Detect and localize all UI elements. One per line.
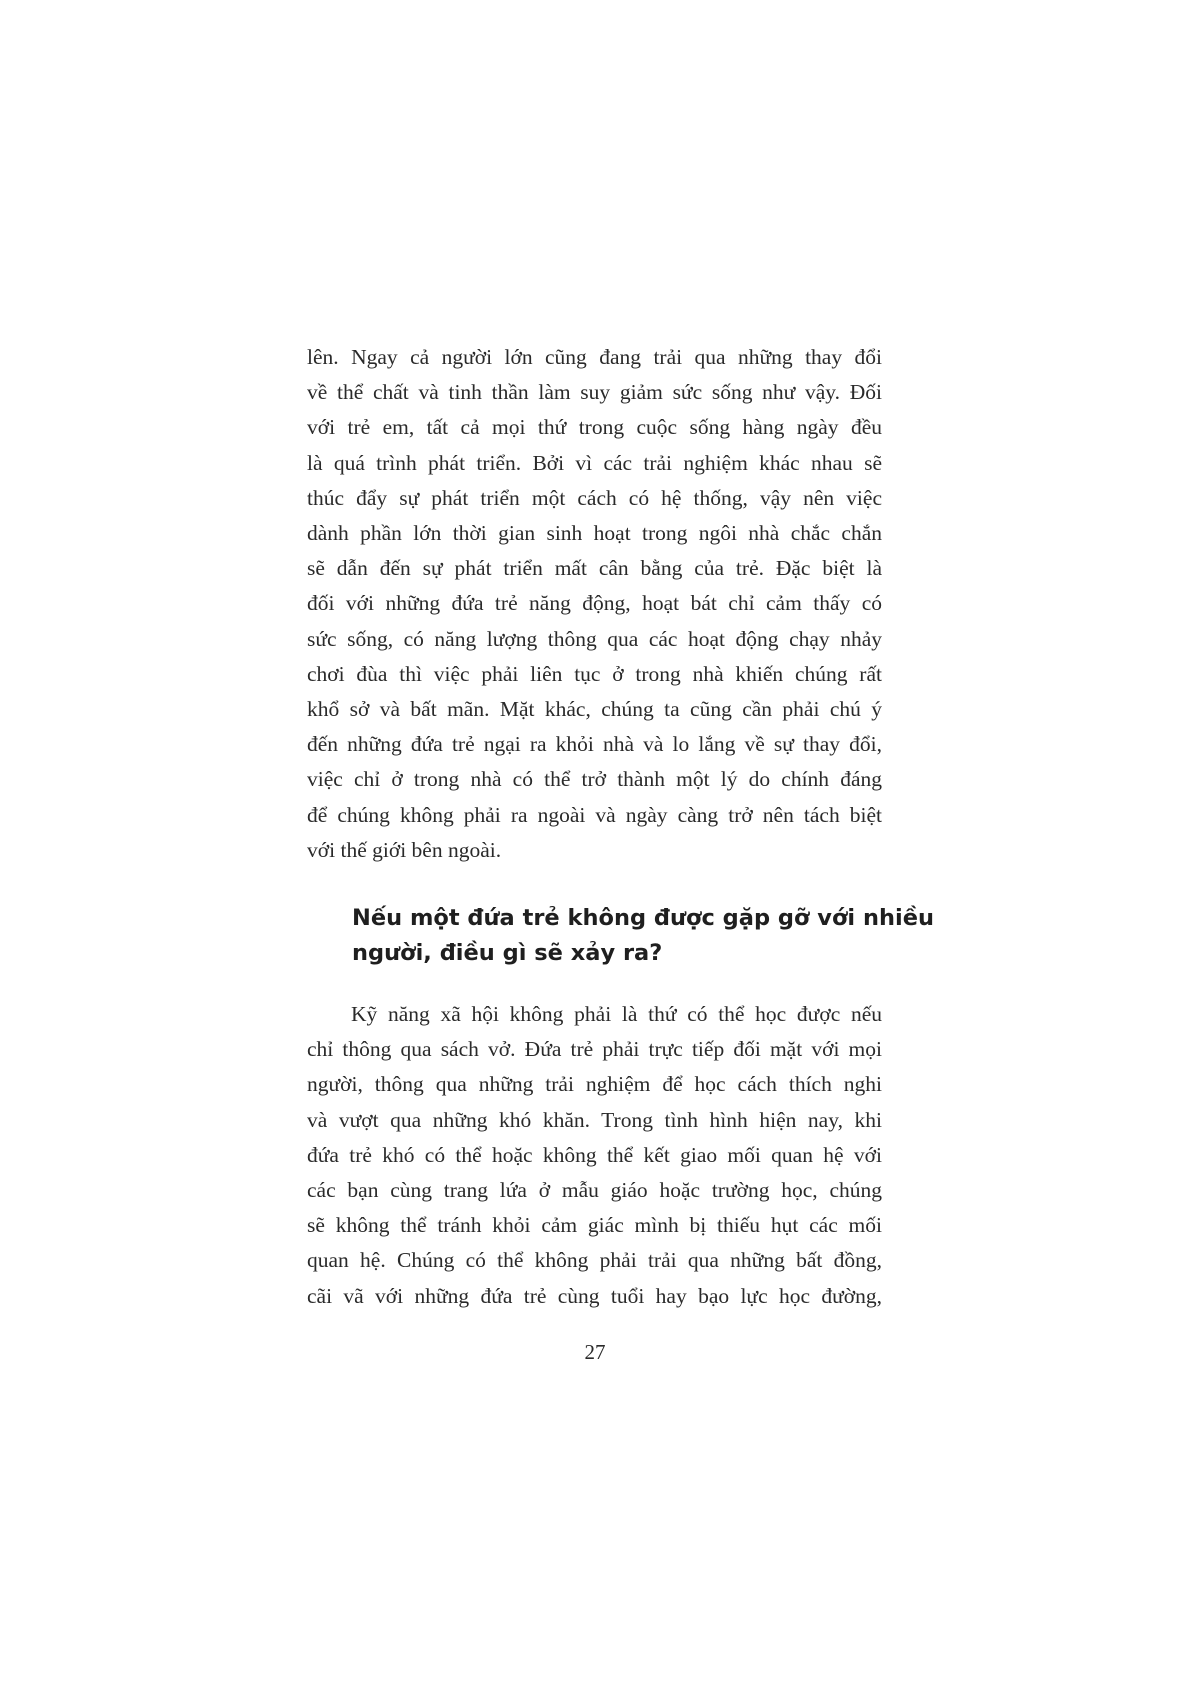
text-line: lên. Ngay cả người lớn cũng đang trải qua những thay đổi [307, 345, 882, 369]
heading-line: Nếu một đứa trẻ không được gặp gỡ với nhiều [352, 905, 934, 931]
text-line: người, thông qua những trải nghiệm để học cách thích nghi [307, 1072, 882, 1097]
text-line: là quá trình phát triển. Bởi vì các trải nghiệm khác nhau sẽ [307, 450, 882, 475]
page-number: 27 [584, 1340, 606, 1364]
text-line: quan hệ. Chúng có thể không phải trải qua những bất đồng, [307, 1248, 882, 1273]
text-line: và vượt qua những khó khăn. Trong tình hình hiện nay, khi [307, 1107, 882, 1132]
text-line: chỉ thông qua sách vở. Đứa trẻ phải trực tiếp đối mặt với mọi [307, 1037, 882, 1062]
text-line: dành phần lớn thời gian sinh hoạt trong ngôi nhà chắc chắn [307, 521, 882, 546]
text-line: với thế giới bên ngoài. [307, 837, 502, 862]
text-line: đối với những đứa trẻ năng động, hoạt bát chỉ cảm thấy có [307, 591, 882, 616]
text-line: sẽ không thể tránh khỏi cảm giác mình bị thiếu hụt các mối [307, 1213, 882, 1238]
text-line: với trẻ em, tất cả mọi thứ trong cuộc sống hàng ngày đều [307, 415, 882, 440]
text-line: cãi vã với những đứa trẻ cùng tuổi hay bạo lực học đường, [307, 1283, 882, 1308]
text-line: sẽ dẫn đến sự phát triển mất cân bằng của trẻ. Đặc biệt là [307, 556, 882, 581]
heading-line: người, điều gì sẽ xảy ra? [352, 940, 663, 966]
text-line: khổ sở và bất mãn. Mặt khác, chúng ta cũng cần phải chú ý [307, 697, 882, 722]
text-line: thúc đẩy sự phát triển một cách có hệ thống, vậy nên việc [307, 485, 882, 510]
text-line: Kỹ năng xã hội không phải là thứ có thể học được nếu [351, 1002, 882, 1026]
text-line: chơi đùa thì việc phải liên tục ở trong nhà khiến chúng rất [307, 661, 882, 686]
text-line: để chúng không phải ra ngoài và ngày càng trở nên tách biệt [307, 802, 882, 827]
section-heading [352, 901, 934, 971]
text-line: các bạn cùng trang lứa ở mẫu giáo hoặc trường học, chúng [307, 1178, 882, 1203]
text-line: về thể chất và tinh thần làm suy giảm sức sống như vậy. Đối [307, 380, 882, 405]
body-paragraph-2 [307, 997, 882, 1314]
text-line: sức sống, có năng lượng thông qua các hoạt động chạy nhảy [307, 626, 882, 651]
text-line: việc chỉ ở trong nhà có thể trở thành một lý do chính đáng [307, 767, 882, 792]
text-line: đứa trẻ khó có thể hoặc không thể kết giao mối quan hệ với [307, 1142, 882, 1167]
text-line: đến những đứa trẻ ngại ra khỏi nhà và lo lắng về sự thay đổi, [307, 732, 882, 757]
body-paragraph-1 [307, 340, 882, 868]
